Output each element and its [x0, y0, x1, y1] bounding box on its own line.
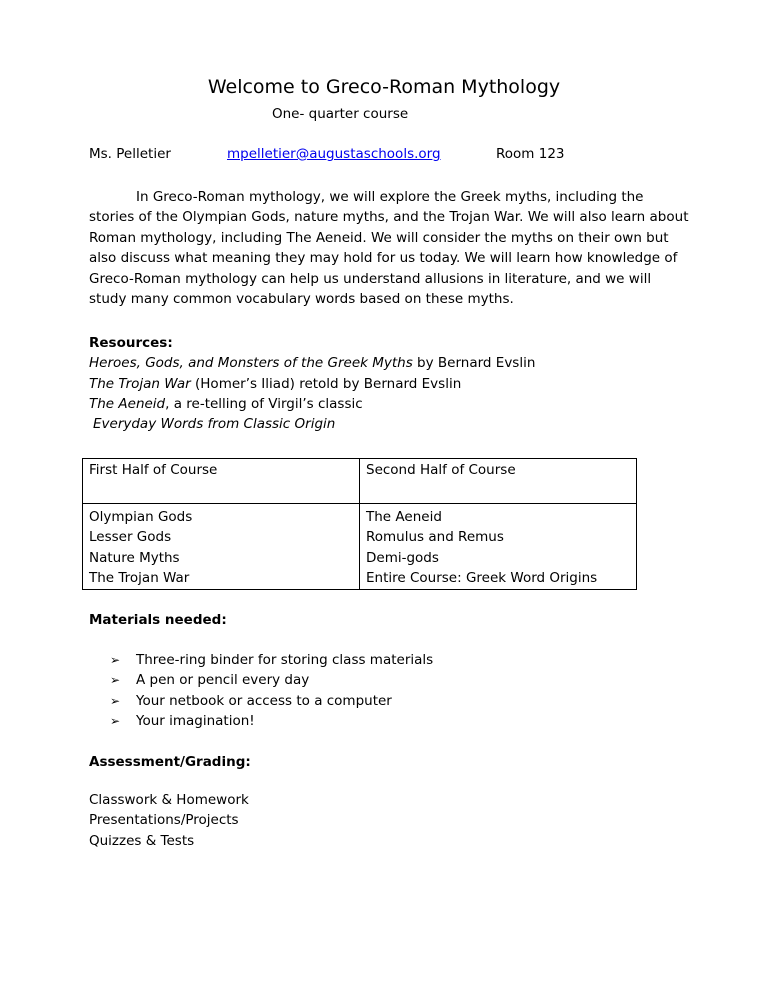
second-half-header: Second Half of Course [360, 459, 637, 504]
topic-item: The Aeneid [366, 509, 442, 525]
list-item-text: Your netbook or access to a computer [136, 692, 392, 709]
assessment-heading: Assessment/Grading: [89, 754, 251, 770]
list-item: Presentations/Projects [89, 812, 239, 829]
resources-heading: Resources: [89, 335, 173, 351]
materials-heading: Materials needed: [89, 612, 227, 628]
second-half-cell [360, 504, 637, 590]
first-half-cell [83, 504, 360, 590]
resource-detail: by Bernard Evslin [412, 355, 536, 372]
topic-item: Romulus and Remus [366, 529, 504, 546]
arrow-bullet-icon: ➢ [110, 673, 121, 688]
materials-list [110, 650, 433, 731]
resource-detail: (Homer’s Iliad) retold by Bernard Evslin [190, 375, 462, 392]
list-item [110, 670, 433, 690]
topic-item: Demi-gods [366, 549, 439, 566]
arrow-bullet-icon: ➢ [110, 693, 121, 708]
teacher-email-link[interactable]: mpelletier@augustaschools.org [227, 146, 441, 162]
resource-detail: , a re-telling of Virgil’s classic [165, 395, 363, 412]
table-row [83, 504, 637, 590]
resource-item [89, 394, 689, 414]
resource-title: The Aeneid [89, 395, 166, 412]
list-item-text: Your imagination! [136, 712, 255, 729]
page-subtitle: One- quarter course [272, 106, 409, 122]
arrow-bullet-icon: ➢ [110, 713, 121, 728]
list-item [110, 691, 433, 711]
teacher-info [89, 146, 689, 166]
first-half-header: First Half of Course [83, 459, 360, 504]
resource-title: Everyday Words from Classic Origin [93, 416, 336, 433]
topic-item: Nature Myths [89, 549, 180, 566]
resource-title: Heroes, Gods, and Monsters of the Greek Myths [89, 355, 413, 372]
resource-item [89, 414, 689, 434]
topic-item: The Trojan War [89, 569, 190, 586]
list-item: Quizzes & Tests [89, 832, 195, 849]
resource-item [89, 374, 689, 394]
course-schedule-table [82, 458, 637, 590]
list-item-text: Three-ring binder for storing class materials [136, 652, 434, 668]
assessment-list [89, 790, 249, 851]
list-item [110, 650, 433, 670]
resource-item [89, 353, 689, 373]
resources-section [89, 333, 689, 434]
table-header-row [83, 459, 637, 504]
list-item-text: A pen or pencil every day [136, 672, 310, 689]
page-title: Welcome to Greco-Roman Mythology [207, 76, 561, 98]
list-item: Classwork & Homework [89, 792, 249, 808]
teacher-name: Ms. Pelletier [89, 146, 171, 162]
topic-item: Olympian Gods [89, 509, 193, 525]
resource-title: The Trojan War [89, 375, 191, 392]
topic-item: Lesser Gods [89, 529, 172, 546]
teacher-room: Room 123 [496, 146, 565, 162]
arrow-bullet-icon: ➢ [110, 653, 121, 667]
list-item [110, 711, 433, 731]
intro-paragraph: In Greco-Roman mythology, we will explore the Greek myths, including the stories of the Olympian Gods, nature myths, and the Trojan War. We will also learn about Roman mythology, including The Aeneid. We will consider the myths on their own but also discuss what meaning they may hold for us today. We will learn how knowledge of Greco-Roman mythology can help us understand allusions in literature, and we will study many common vocabulary words based on these myths. [89, 189, 689, 308]
topic-item: Entire Course: Greek Word Origins [366, 569, 598, 586]
